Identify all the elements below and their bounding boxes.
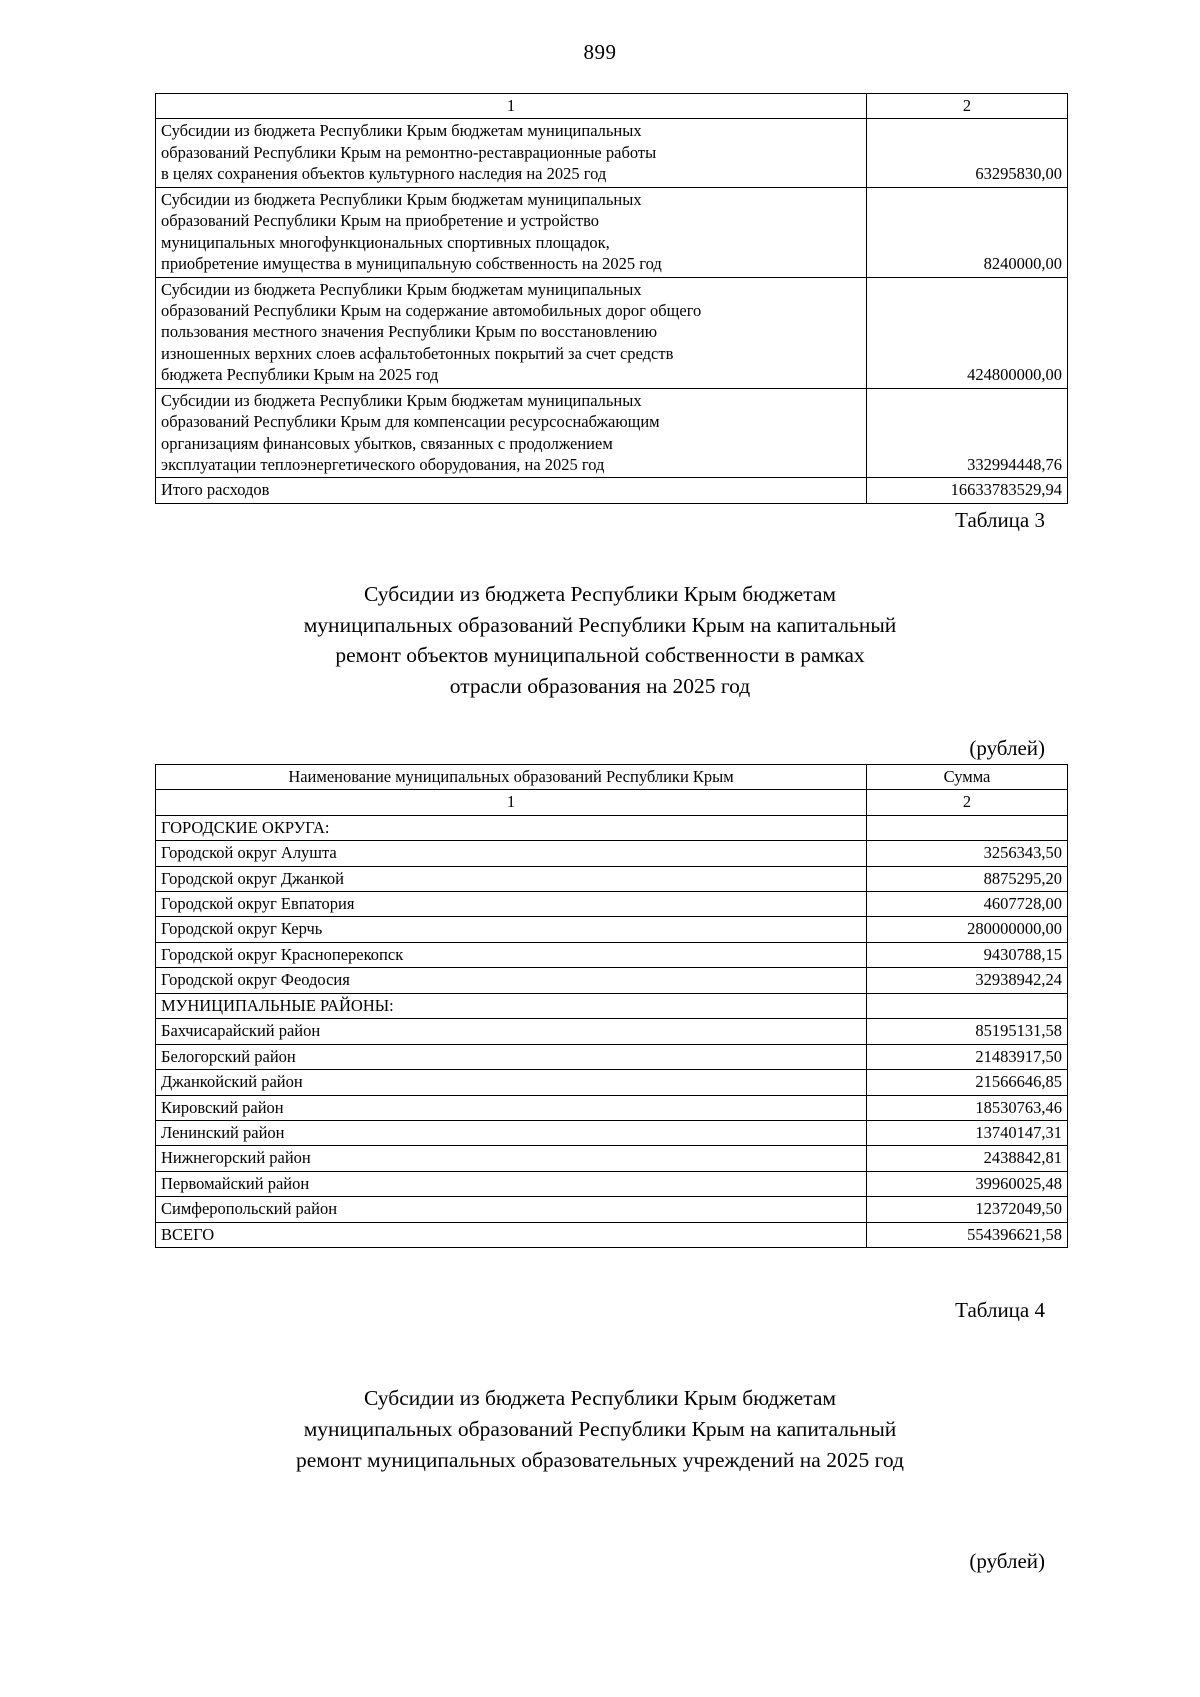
table-row <box>156 119 1068 187</box>
table-3-row-1-name <box>156 187 867 277</box>
table-row <box>156 1120 1068 1145</box>
table-3-total-label: Итого расходов <box>156 478 867 503</box>
table-4-row-9-name: Белогорский район <box>156 1044 867 1069</box>
spacer <box>0 533 1200 579</box>
spacer <box>0 1475 1200 1549</box>
table-row <box>156 277 1068 388</box>
table-4-header-name: Наименование муниципальных образований Республики Крым <box>156 764 867 789</box>
table-4-wrapper <box>155 764 1062 1248</box>
table-4-row-7-name: МУНИЦИПАЛЬНЫЕ РАЙОНЫ: <box>156 993 867 1018</box>
table-4-total-label: ВСЕГО <box>156 1222 867 1247</box>
table-row <box>156 841 1068 866</box>
table-4-row-3-sum: 4607728,00 <box>867 892 1068 917</box>
text-line: эксплуатации теплоэнергетического оборудования, на 2025 год <box>161 455 605 474</box>
table-4-row-13-sum: 2438842,81 <box>867 1146 1068 1171</box>
heading-line: муниципальных образований Республики Крым на капитальный <box>303 1416 897 1441</box>
table-3-row-3-name <box>156 388 867 478</box>
text-line: Субсидии из бюджета Республики Крым бюджетам муниципальных <box>161 390 642 410</box>
heading-line: ремонт муниципальных образовательных учреждений на 2025 год <box>296 1447 904 1472</box>
heading-line: ремонт объектов муниципальной собственности в рамках <box>335 643 865 668</box>
table-3-row-0-name <box>156 119 867 187</box>
table-4-header-row <box>156 764 1068 789</box>
table-4-column-number-header-row <box>156 790 1068 815</box>
table-4-total-sum: 554396621,58 <box>867 1222 1068 1247</box>
table-4-row-11-name: Кировский район <box>156 1095 867 1120</box>
table-4-row-11-sum: 18530763,46 <box>867 1095 1068 1120</box>
table-row <box>156 1095 1068 1120</box>
table-4-row-8-sum: 85195131,58 <box>867 1019 1068 1044</box>
table-3-col2-number: 2 <box>867 94 1068 119</box>
table-4-row-13-name: Нижнегорский район <box>156 1146 867 1171</box>
spacer <box>0 1248 1200 1294</box>
table-row <box>156 1146 1068 1171</box>
table-4-body <box>156 764 1068 1247</box>
spacer <box>0 1323 1200 1383</box>
text-line: Субсидии из бюджета Республики Крым бюджетам муниципальных <box>161 189 642 209</box>
heading-line: отрасли образования на 2025 год <box>449 674 751 699</box>
heading-line: Субсидии из бюджета Республики Крым бюджетам <box>363 1386 836 1411</box>
table-4-row-3-name: Городской округ Евпатория <box>156 892 867 917</box>
table-4-row-4-sum: 280000000,00 <box>867 917 1068 942</box>
table-3-row-3-sum: 332994448,76 <box>867 388 1068 478</box>
table-4-total-row <box>156 1222 1068 1247</box>
table-3-total-sum: 16633783529,94 <box>867 478 1068 503</box>
table-4-row-1-sum: 3256343,50 <box>867 841 1068 866</box>
table-4-header-sum: Сумма <box>867 764 1068 789</box>
text-line: Субсидии из бюджета Республики Крым бюджетам муниципальных <box>161 279 642 299</box>
table-4-row-15-sum: 12372049,50 <box>867 1197 1068 1222</box>
table-3-label: Таблица 3 <box>955 507 1045 532</box>
table-3-body <box>156 94 1068 504</box>
table-4-row-4-name: Городской округ Керчь <box>156 917 867 942</box>
table-4-row-9-sum: 21483917,50 <box>867 1044 1068 1069</box>
table-4 <box>155 764 1068 1248</box>
table-row <box>156 1070 1068 1095</box>
table-4-row-7-sum <box>867 993 1068 1018</box>
table-4-currency-label: (рублей) <box>969 735 1045 760</box>
table-row <box>156 942 1068 967</box>
table-3-row-2-name <box>156 277 867 388</box>
text-line: приобретение имущества в муниципальную собственность на 2025 год <box>161 254 662 274</box>
text-line: пользования местного значения Республики Крым по восстановлению <box>161 322 658 342</box>
table-row <box>156 1171 1068 1196</box>
table-4-col1-number: 1 <box>156 790 867 815</box>
table-row <box>156 187 1068 277</box>
spacer <box>0 702 1200 736</box>
table-4-row-8-name: Бахчисарайский район <box>156 1019 867 1044</box>
table-4-row-0-sum <box>867 815 1068 840</box>
text-line: образований Республики Крым на ремонтно-реставрационные работы <box>161 142 657 162</box>
table-row <box>156 388 1068 478</box>
table-row <box>156 993 1068 1018</box>
table-row <box>156 866 1068 891</box>
heading-line: муниципальных образований Республики Крым на капитальный <box>303 612 897 637</box>
text-line: бюджета Республики Крым на 2025 год <box>161 365 439 385</box>
text-line: изношенных верхних слоев асфальтобетонных покрытий за счет средств <box>161 343 674 363</box>
table-row <box>156 968 1068 993</box>
table-4-row-6-name: Городской округ Феодосия <box>156 968 867 993</box>
table-row <box>156 815 1068 840</box>
section-heading-1 <box>200 579 1000 702</box>
table-4-row-12-name: Ленинский район <box>156 1120 867 1145</box>
text-line: муниципальных многофункциональных спортивных площадок, <box>161 232 610 252</box>
table-4-row-10-sum: 21566646,85 <box>867 1070 1068 1095</box>
spacer <box>0 65 1200 93</box>
text-line: образований Республики Крым на приобретение и устройство <box>161 211 599 231</box>
table-4-row-14-name: Первомайский район <box>156 1171 867 1196</box>
text-line: образований Республики Крым на содержание автомобильных дорог общего <box>161 300 702 320</box>
table-4-row-10-name: Джанкойский район <box>156 1070 867 1095</box>
heading-line: Субсидии из бюджета Республики Крым бюджетам <box>363 581 836 606</box>
table-4-row-5-sum: 9430788,15 <box>867 942 1068 967</box>
section-heading-2 <box>200 1383 1000 1475</box>
table-row <box>156 1019 1068 1044</box>
table-3-column-number-header-row <box>156 94 1068 119</box>
table-4-row-14-sum: 39960025,48 <box>867 1171 1068 1196</box>
table-3-wrapper <box>155 93 1062 504</box>
table-row <box>156 1197 1068 1222</box>
table-3 <box>155 93 1068 504</box>
table-4-col2-number: 2 <box>867 790 1068 815</box>
table-4-row-1-name: Городской округ Алушта <box>156 841 867 866</box>
table-4-row-5-name: Городской округ Красноперекопск <box>156 942 867 967</box>
text-line: в целях сохранения объектов культурного наследия на 2025 год <box>161 164 607 184</box>
table-3-row-0-sum: 63295830,00 <box>867 119 1068 187</box>
table-4-row-15-name: Симферопольский район <box>156 1197 867 1222</box>
page-number: 899 <box>583 40 617 64</box>
table-row <box>156 892 1068 917</box>
text-line: организациям финансовых убытков, связанных с продолжением <box>161 433 613 453</box>
text-line: образований Республики Крым для компенсации ресурсоснабжающим <box>161 412 660 432</box>
text-line: Субсидии из бюджета Республики Крым бюджетам муниципальных <box>161 121 642 141</box>
table-4-label: Таблица 4 <box>955 1298 1045 1323</box>
table-3-total-row <box>156 478 1068 503</box>
footer-currency-label: (рублей) <box>969 1549 1045 1574</box>
table-4-row-2-sum: 8875295,20 <box>867 866 1068 891</box>
table-4-row-0-name: ГОРОДСКИЕ ОКРУГА: <box>156 815 867 840</box>
table-4-row-2-name: Городской округ Джанкой <box>156 866 867 891</box>
table-3-row-2-sum: 424800000,00 <box>867 277 1068 388</box>
table-4-row-6-sum: 32938942,24 <box>867 968 1068 993</box>
table-3-col1-number: 1 <box>156 94 867 119</box>
table-4-row-12-sum: 13740147,31 <box>867 1120 1068 1145</box>
table-3-row-1-sum: 8240000,00 <box>867 187 1068 277</box>
table-row <box>156 917 1068 942</box>
table-row <box>156 1044 1068 1069</box>
